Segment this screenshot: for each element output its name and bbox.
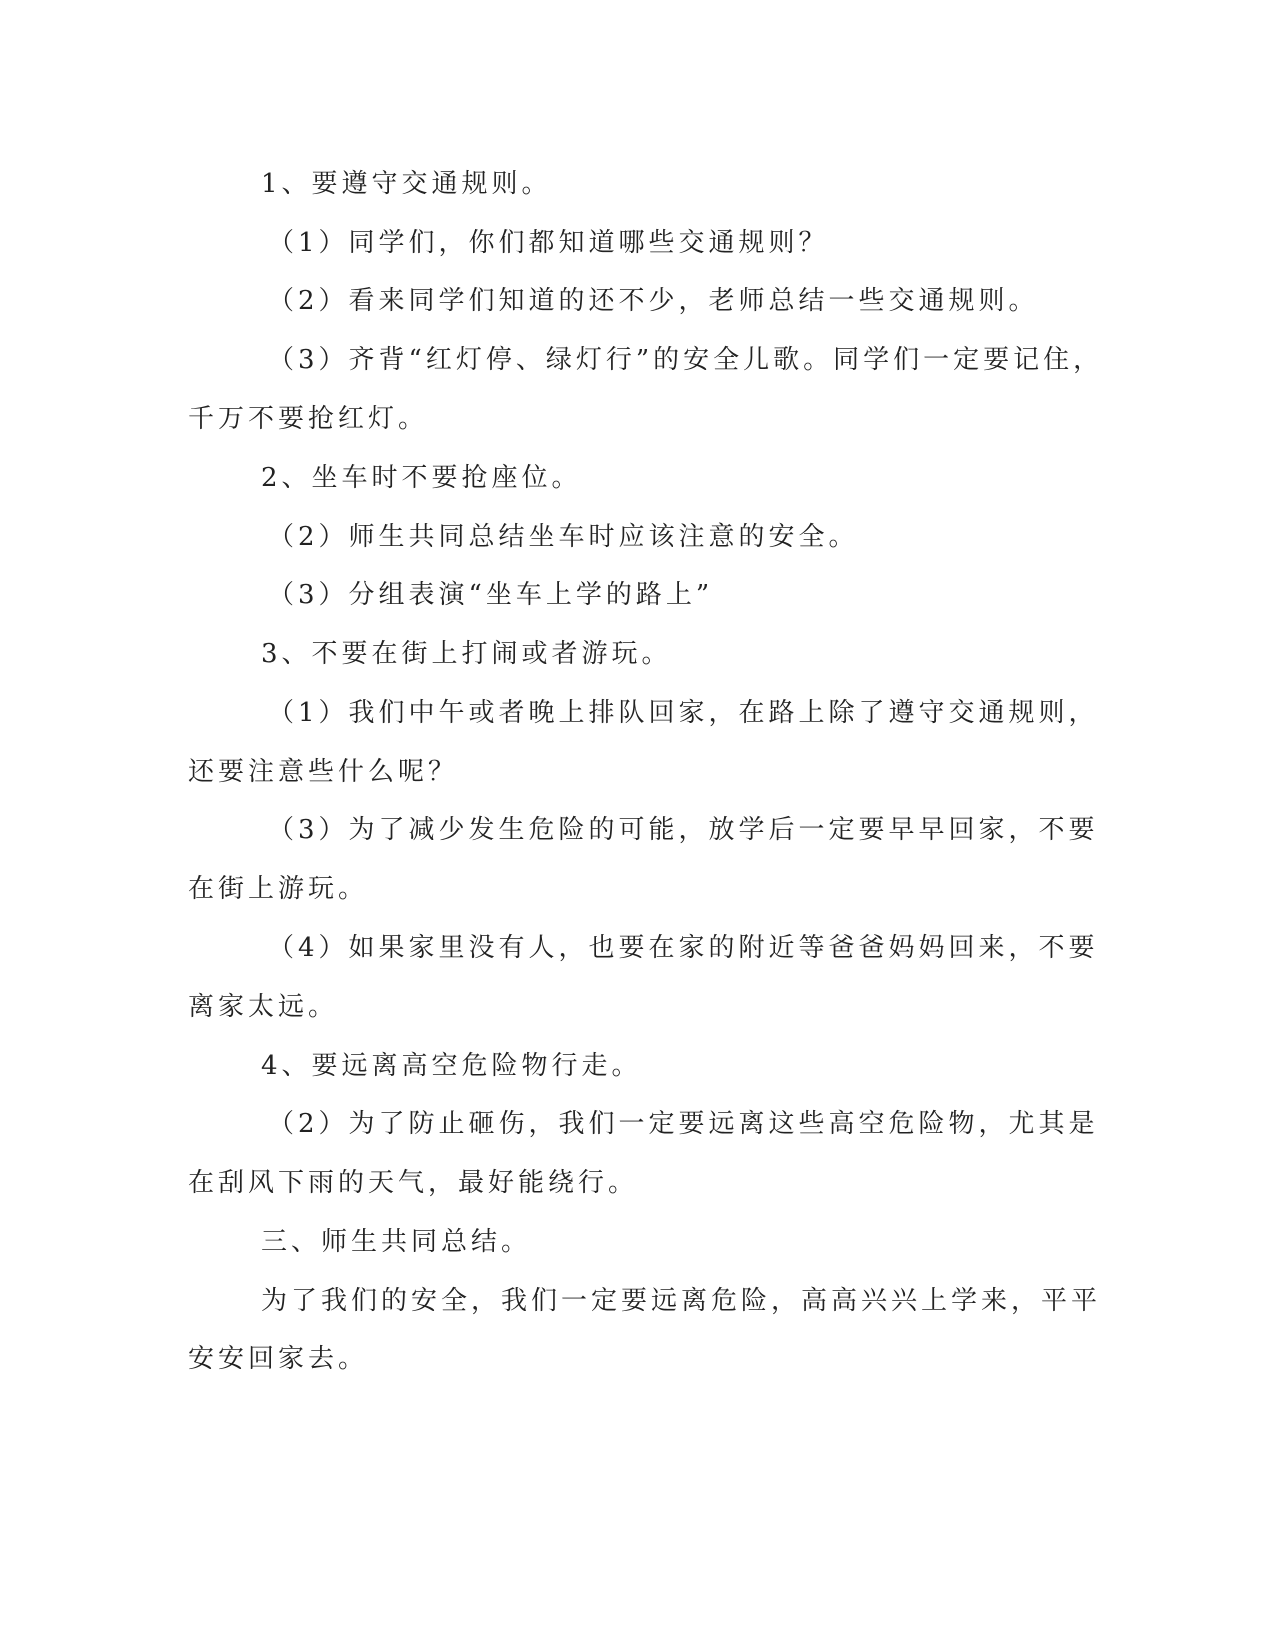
list-item: （2）为了防止砸伤，我们一定要远离这些高空危险物，尤其是 bbox=[268, 1109, 1099, 1139]
summary-paragraph: 为了我们的安全，我们一定要远离危险，高高兴兴上学来，平平 bbox=[261, 1286, 1102, 1316]
section-heading-2: 2、坐车时不要抢座位。 bbox=[261, 463, 582, 493]
list-item: （3）分组表演“坐车上学的路上” bbox=[268, 580, 714, 610]
list-item: （3）齐背“红灯停、绿灯行”的安全儿歌。同学们一定要记住， bbox=[268, 345, 1104, 375]
summary-paragraph-continuation: 安安回家去。 bbox=[188, 1344, 369, 1374]
list-item: （4）如果家里没有人，也要在家的附近等爸爸妈妈回来，不要 bbox=[268, 933, 1099, 963]
list-item: （2）师生共同总结坐车时应该注意的安全。 bbox=[268, 522, 859, 552]
summary-heading: 三、师生共同总结。 bbox=[261, 1227, 532, 1257]
list-item-continuation: 在街上游玩。 bbox=[188, 874, 369, 904]
list-item-continuation: 还要注意些什么呢？ bbox=[188, 757, 459, 787]
list-item: （3）为了减少发生危险的可能，放学后一定要早早回家，不要 bbox=[268, 815, 1099, 845]
list-item: （1）我们中午或者晚上排队回家，在路上除了遵守交通规则， bbox=[268, 698, 1099, 728]
section-heading-4: 4、要远离高空危险物行走。 bbox=[261, 1051, 642, 1081]
section-heading-1: 1、要遵守交通规则。 bbox=[261, 169, 552, 199]
section-heading-3: 3、不要在街上打闹或者游玩。 bbox=[261, 639, 672, 669]
list-item-continuation: 千万不要抢红灯。 bbox=[188, 404, 429, 434]
list-item-continuation: 在刮风下雨的天气，最好能绕行。 bbox=[188, 1168, 639, 1198]
list-item: （1）同学们，你们都知道哪些交通规则？ bbox=[268, 228, 829, 258]
list-item-continuation: 离家太远。 bbox=[188, 992, 339, 1022]
list-item: （2）看来同学们知道的还不少，老师总结一些交通规则。 bbox=[268, 286, 1039, 316]
